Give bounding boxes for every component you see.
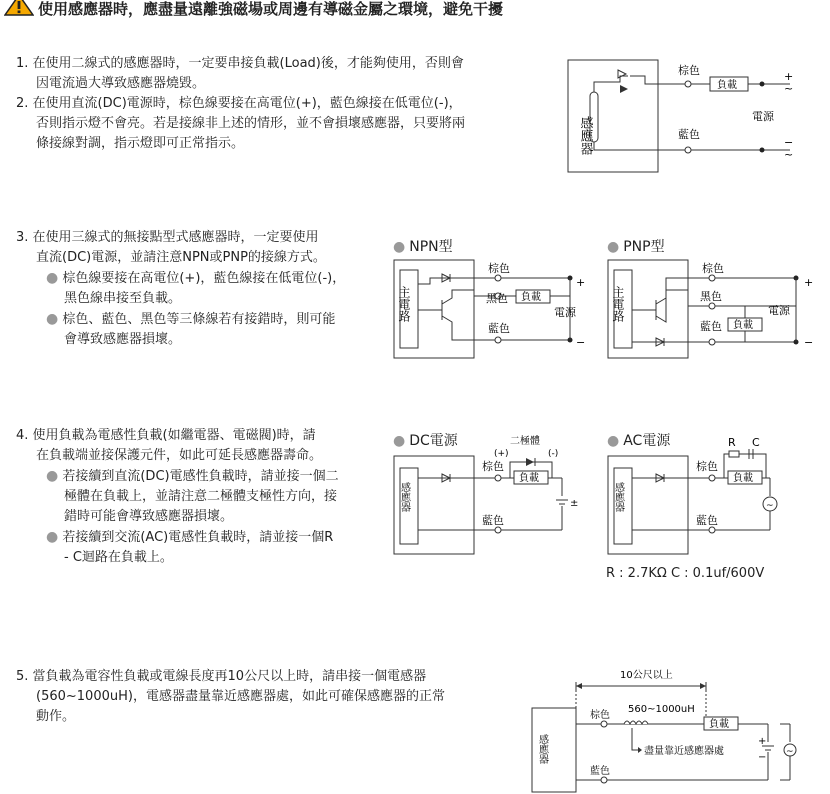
svg-text:感應器: 感應器 (612, 482, 624, 512)
svg-text:R: R (728, 436, 736, 449)
s3-bullet2: ● 棕色、藍色、黑色等三條線若有接錯時，則可能 (46, 311, 336, 327)
svg-text:負載: 負載 (733, 320, 753, 331)
svg-text:藍色: 藍色 (700, 320, 722, 333)
s5-line1: 5. 當負載為電容性負載或電線長度再10公尺以上時，請串接一個電感器 (16, 669, 427, 684)
svg-text:負載: 負載 (709, 719, 729, 730)
svg-text:+: + (804, 276, 814, 289)
section5-text (16, 667, 536, 727)
svg-text:棕色: 棕色 (696, 460, 718, 473)
svg-text:10公尺以上: 10公尺以上 (620, 670, 673, 681)
svg-text:藍色: 藍色 (488, 322, 510, 335)
section1-text (16, 54, 556, 154)
svg-text:~: ~ (786, 747, 794, 757)
svg-text:棕色: 棕色 (488, 262, 510, 275)
bullet-dot-icon: ● (46, 270, 59, 286)
item2-line3: 條接線對調，指示燈即可正常指示。 (36, 136, 245, 151)
s5-line3: 動作。 (36, 709, 76, 724)
svg-text:感應器: 感應器 (536, 734, 548, 764)
bullet-dot-icon: ● (46, 311, 59, 327)
tilde-top: ~ (784, 82, 794, 95)
blue-label: 藍色 (678, 128, 700, 141)
svg-text:藍色: 藍色 (482, 514, 504, 527)
s3-bullet1-line2: 黑色線串接至負載。 (64, 291, 182, 306)
svg-text:電源: 電源 (768, 304, 790, 317)
s3-bullet1: ● 棕色線要接在高電位(+)，藍色線接在低電位(-)， (46, 270, 346, 286)
tilde-bottom: ~ (784, 148, 794, 161)
svg-text:二極體: 二極體 (510, 436, 540, 447)
item1-line1: 1. 在使用二線式的感應器時，一定要串接負載(Load)後，才能夠使用，否則會 (16, 56, 464, 71)
power-label: 電源 (752, 110, 774, 123)
sensor-label: 感應器 (577, 116, 593, 155)
svg-text:感應器: 感應器 (398, 482, 410, 512)
svg-text:+: + (758, 736, 767, 747)
ac-diagram (604, 434, 826, 558)
svg-text:主電路: 主電路 (397, 286, 411, 322)
s5-line2: (560~1000uH)，電感器盡量靠近感應器處，如此可確保感應器的正常 (36, 689, 445, 704)
section3-text (16, 228, 386, 350)
ac-source-icon: ~ (766, 501, 774, 511)
s4-line1: 4. 使用負載為電感性負載(如繼電器、電磁閥)時，請 (16, 428, 316, 443)
section4-text (16, 426, 386, 568)
svg-text:負載: 負載 (521, 292, 541, 303)
svg-text:−: − (804, 336, 814, 349)
s4-bullet1-line2: 極體在負載上，並請注意二極體支極性方向，接 (64, 489, 338, 504)
inductor-diagram (528, 664, 830, 794)
svg-text:(+): (+) (494, 449, 509, 459)
s4-bullet2: ● 若接續到交流(AC)電感性負載時，請並接一個R (46, 529, 334, 545)
bullet-dot-icon: ● (46, 529, 59, 545)
svg-text:560~1000uH: 560~1000uH (628, 704, 695, 715)
dc-label: ● DC電源 (393, 433, 458, 449)
bullet-dot-icon: ● (46, 468, 59, 484)
svg-text:C: C (752, 436, 760, 449)
svg-text:藍色: 藍色 (590, 766, 610, 777)
item1-line2: 因電流過大導致感應器燒毀。 (36, 76, 206, 91)
svg-text:棕色: 棕色 (702, 262, 724, 275)
svg-text:−: − (758, 752, 767, 763)
svg-text:藍色: 藍色 (696, 514, 718, 527)
svg-text:主電路: 主電路 (611, 286, 625, 322)
svg-text:黑色: 黑色 (700, 290, 722, 303)
load-label: 負載 (717, 80, 737, 91)
ac-label: ● AC電源 (607, 433, 671, 449)
svg-text:負載: 負載 (519, 473, 539, 484)
svg-text:黑色: 黑色 (486, 292, 508, 305)
svg-text:負載: 負載 (733, 473, 753, 484)
svg-text:+: + (576, 276, 586, 289)
s3-bullet2-line2: 會導致感應器損壞。 (64, 332, 182, 347)
minus-label: − (784, 136, 794, 149)
pnp-diagram (604, 256, 826, 364)
npn-label: ● NPN型 (393, 239, 453, 255)
warning-triangle-icon (4, 0, 34, 20)
svg-text:棕色: 棕色 (590, 710, 610, 721)
s4-bullet1-line3: 錯時可能會導致感應器損壞。 (64, 509, 234, 524)
svg-text:−: − (576, 336, 586, 349)
s3-line2: 直流(DC)電源，並請注意NPN或PNP的接線方式。 (36, 250, 326, 265)
two-wire-diagram (560, 50, 830, 180)
dc-diagram (390, 434, 602, 558)
svg-text:電源: 電源 (554, 306, 576, 319)
plus-label: + (784, 70, 794, 83)
item2-line1: 2. 在使用直流(DC)電源時，棕色線要接在高電位(+)，藍色線接在低電位(-)， (16, 96, 462, 111)
s4-bullet1: ● 若接續到直流(DC)電感性負載時，請並接一個二 (46, 468, 339, 484)
item2-line2: 否則指示燈不會亮。若是接線非上述的情形，並不會損壞感應器，只要將兩 (36, 116, 466, 131)
npn-diagram (390, 256, 602, 364)
svg-text:±: ± (570, 498, 579, 509)
rc-note: R : 2.7KΩ C : 0.1uf/600V (606, 566, 765, 581)
s3-line1: 3. 在使用三線式的無接點型式感應器時，一定要使用 (16, 230, 319, 245)
svg-text:盡量靠近感應器處: 盡量靠近感應器處 (644, 746, 724, 757)
brown-label: 棕色 (678, 64, 700, 77)
svg-text:(-): (-) (548, 449, 559, 459)
s4-line2: 在負載端並接保護元件，如此可延長感應器壽命。 (36, 448, 323, 463)
page-title: 使用感應器時，應盡量遠離強磁場或周邊有導磁金屬之環境，避免干擾 (38, 0, 504, 18)
s4-bullet2-line2: - C迴路在負載上。 (64, 550, 173, 565)
svg-text:棕色: 棕色 (482, 460, 504, 473)
pnp-label: ● PNP型 (607, 239, 665, 255)
